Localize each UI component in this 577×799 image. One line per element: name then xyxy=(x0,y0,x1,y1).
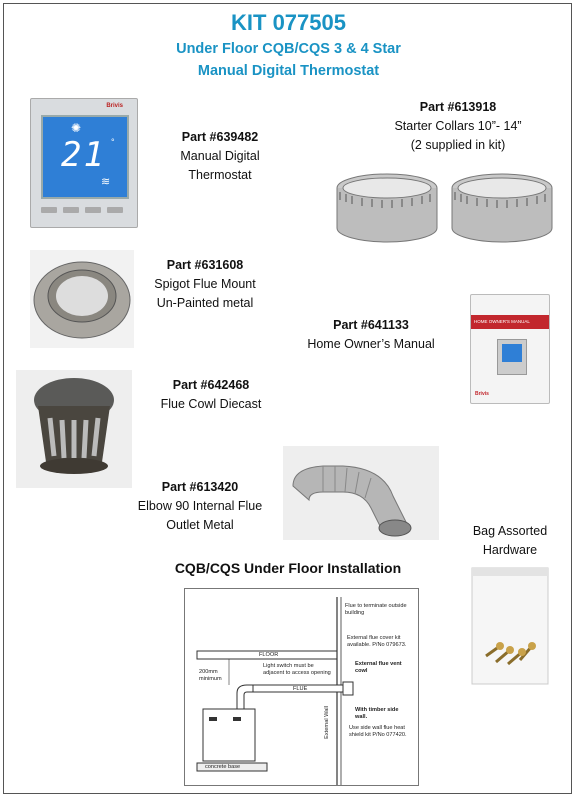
diagram-timber: With timber side wall. xyxy=(355,707,399,720)
part-number: Part #639482 xyxy=(181,130,259,144)
kit-subtitle-line1: Under Floor CQB/CQS 3 & 4 Star xyxy=(176,41,401,57)
flue-elbow xyxy=(237,685,253,711)
part-number: Part #642468 xyxy=(172,378,250,392)
part-desc-line1: Spigot Flue Mount xyxy=(154,277,256,291)
part-number: Part #631608 xyxy=(166,258,244,272)
part-number: Part #613918 xyxy=(419,100,497,114)
degree-icon: ° xyxy=(111,137,115,147)
manual-brand: Brivis xyxy=(475,391,489,397)
home-owners-manual-photo xyxy=(470,294,550,404)
thermostat-photo xyxy=(30,98,138,228)
part-desc-line2: Hardware xyxy=(482,543,538,557)
part-label-manual xyxy=(286,316,456,354)
part-label-hardware xyxy=(452,522,568,560)
part-label-spigot xyxy=(140,256,270,313)
manual-red-band xyxy=(471,315,549,329)
heater-unit xyxy=(203,709,255,761)
part-label-elbow xyxy=(120,478,280,535)
hardware-bag-photo xyxy=(470,566,550,686)
part-desc-line1: Bag Assorted xyxy=(472,524,548,538)
part-label-starter-collars xyxy=(368,98,548,155)
part-label-flue-cowl xyxy=(146,376,276,414)
part-desc-line1: Elbow 90 Internal Flue xyxy=(137,499,263,513)
part-desc-line1: Home Owner’s Manual xyxy=(307,337,435,351)
kit-subtitle-line2: Manual Digital Thermostat xyxy=(197,63,380,79)
kit-title: KIT 077505 xyxy=(231,10,346,35)
diagram-external-wall: External Wall xyxy=(323,706,330,739)
diagram-min-dim: 200mm minimum xyxy=(199,669,222,682)
part-number: Part #613420 xyxy=(161,480,239,494)
diagram-base-label: concrete base xyxy=(205,764,241,770)
diagram-light-switch: Light switch must be adjacent to access opening xyxy=(263,663,331,676)
part-desc-line2: (2 supplied in kit) xyxy=(410,138,506,152)
vent-cowl xyxy=(343,682,353,695)
diagram-terminate: Flue to terminate outside building xyxy=(345,603,407,616)
part-desc-line2: Un-Painted metal xyxy=(156,296,254,310)
part-label-thermostat xyxy=(150,128,290,185)
manual-cover-title: HOME OWNER'S MANUAL xyxy=(474,319,530,324)
thermostat-buttons xyxy=(41,207,125,215)
spigot-flue-mount-photo xyxy=(30,250,134,348)
section-title: CQB/CQS Under Floor Installation xyxy=(174,560,402,576)
flue-cowl-photo xyxy=(16,370,132,488)
heat-waves-icon: ≋ xyxy=(101,176,111,188)
part-number: Part #641133 xyxy=(333,318,409,332)
diagram-floor-label: FLOOR xyxy=(259,652,279,658)
thermostat-screen xyxy=(41,115,129,199)
part-desc-line2: Outlet Metal xyxy=(166,518,234,532)
part-desc-line1: Manual Digital xyxy=(180,149,260,163)
manual-thermostat-image xyxy=(497,339,527,375)
diagram-cover-kit: External flue cover kit available. P/No 079673. xyxy=(347,635,407,648)
diagram-heat-shield: Use side wall flue heat shield kit P/No 077420. xyxy=(349,725,407,738)
part-desc-line1: Flue Cowl Diecast xyxy=(160,397,262,411)
starter-collars-photo xyxy=(332,160,557,250)
collar-left xyxy=(337,174,437,242)
elbow-flue-photo xyxy=(283,446,439,540)
diagram-vent-cowl: External flue vent cowl xyxy=(355,661,402,674)
diagram-flue-label: FLUE xyxy=(293,686,308,692)
thermostat-temp: 21 xyxy=(61,135,106,175)
part-desc-line1: Starter Collars 10”- 14” xyxy=(394,119,522,133)
part-desc-line2: Thermostat xyxy=(188,168,252,182)
collar-right xyxy=(452,174,552,242)
thermostat-brand: Brivis xyxy=(106,103,123,109)
installation-diagram xyxy=(184,588,419,786)
sun-icon: ✺ xyxy=(71,121,82,135)
